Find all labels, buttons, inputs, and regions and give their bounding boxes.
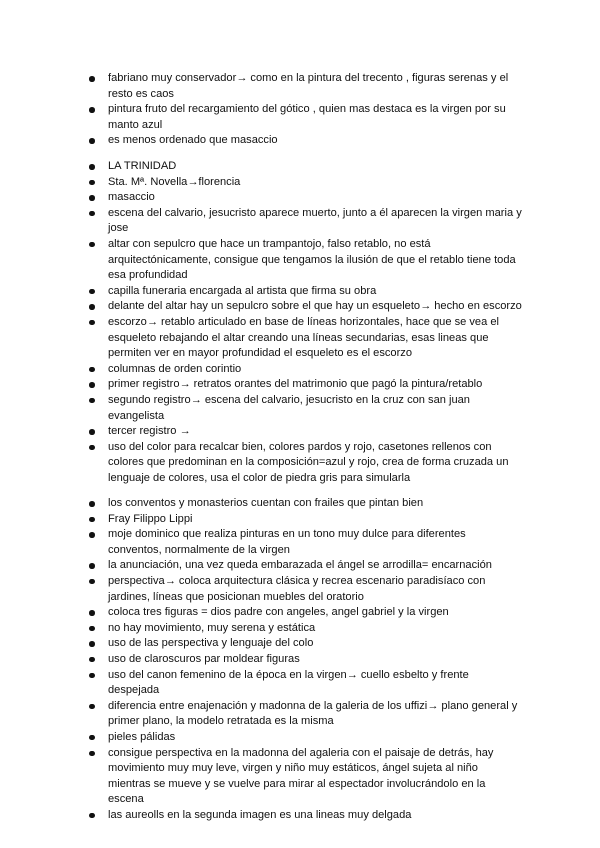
- list-item: capilla funeraria encargada al artista que firma su obra: [0, 284, 600, 300]
- list-item: tercer registro →: [0, 424, 600, 440]
- list-item: LA TRINIDAD: [0, 159, 600, 175]
- list-item: los conventos y monasterios cuentan con frailes que pintan bien: [0, 496, 600, 512]
- list-item: uso de claroscuros par moldear figuras: [0, 652, 600, 668]
- list-item: diferencia entre enajenación y madonna de la galeria de los uffizi→ plano general y primer plano, la modelo retratada es la misma: [0, 699, 600, 730]
- notes-section-fabriano: [0, 71, 600, 149]
- list-item: escena del calvario, jesucristo aparece muerto, junto a él aparecen la virgen maria y jose: [0, 206, 600, 237]
- list-item: Sta. Mª. Novella→florencia: [0, 175, 600, 191]
- list-item: columnas de orden corintio: [0, 362, 600, 378]
- list-item: uso del canon femenino de la época en la virgen→ cuello esbelto y frente despejada: [0, 668, 600, 699]
- list-item: Fray Filippo Lippi: [0, 512, 600, 528]
- list-item: pintura fruto del recargamiento del gótico , quien mas destaca es la virgen por su manto azul: [0, 102, 600, 133]
- notes-section-filippo-lippi: [0, 496, 600, 823]
- list-item: escorzo→ retablo articulado en base de líneas horizontales, hace que se vea el esqueleto rebajando el altar creando una líneas secundarias, esas lineas que permiten ver en mayor profundidad el esqueleto es el escorzo: [0, 315, 600, 362]
- list-item: consigue perspectiva en la madonna del agaleria con el paisaje de detrás, hay movimiento muy muy leve, virgen y niño muy estáticos, ángel sujeta al niño mientras se mueve y se vuelve para mirar al espectador involucrándolo en la escena: [0, 746, 600, 808]
- list-item: delante del altar hay un sepulcro sobre el que hay un esqueleto→ hecho en escorzo: [0, 299, 600, 315]
- list-item: coloca tres figuras = dios padre con angeles, angel gabriel y la virgen: [0, 605, 600, 621]
- list-item: fabriano muy conservador→ como en la pintura del trecento , figuras serenas y el resto es caos: [0, 71, 600, 102]
- list-item: masaccio: [0, 190, 600, 206]
- list-item: uso de las perspectiva y lenguaje del colo: [0, 636, 600, 652]
- list-item: no hay movimiento, muy serena y estática: [0, 621, 600, 637]
- list-item: altar con sepulcro que hace un trampantojo, falso retablo, no está arquitectónicamente, consigue que tengamos la ilusión de que el retablo tiene toda esa profundidad: [0, 237, 600, 284]
- list-item: pieles pálidas: [0, 730, 600, 746]
- list-item: la anunciación, una vez queda embarazada el ángel se arrodilla= encarnación: [0, 558, 600, 574]
- list-item: segundo registro→ escena del calvario, jesucristo en la cruz con san juan evangelista: [0, 393, 600, 424]
- list-item: las aureolls en la segunda imagen es una lineas muy delgada: [0, 808, 600, 824]
- notes-section-trinidad: [0, 159, 600, 486]
- list-item: perspectiva→ coloca arquitectura clásica y recrea escenario paradisíaco con jardines, líneas que posicionan muebles del oratorio: [0, 574, 600, 605]
- list-item: uso del color para recalcar bien, colores pardos y rojo, casetones rellenos con colores que predominan en la composición=azul y rojo, crea de forma cruzada un lenguaje de colores, usa el color de piedra gris para simularla: [0, 440, 600, 487]
- list-item: primer registro→ retratos orantes del matrimonio que pagó la pintura/retablo: [0, 377, 600, 393]
- list-item: moje dominico que realiza pinturas en un tono muy dulce para diferentes conventos, normalmente de la virgen: [0, 527, 600, 558]
- list-item: es menos ordenado que masaccio: [0, 133, 600, 149]
